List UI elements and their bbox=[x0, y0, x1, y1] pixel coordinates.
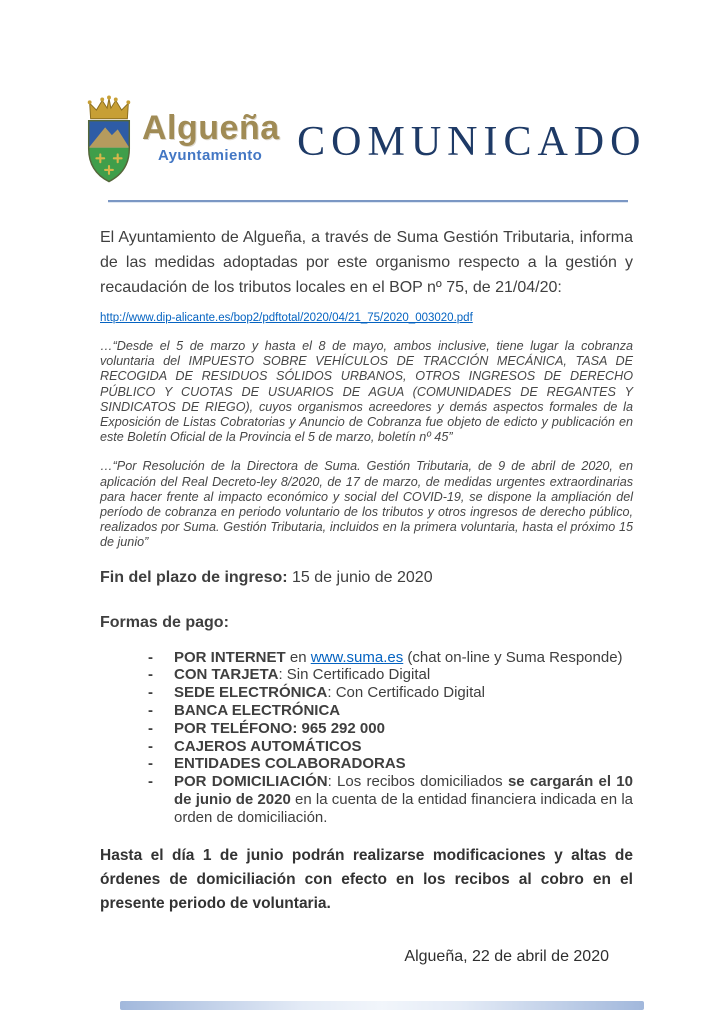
payment-method-item bbox=[148, 684, 633, 702]
payment-method-text: SEDE ELECTRÓNICA: Con Certificado Digital bbox=[174, 684, 485, 702]
payment-method-item bbox=[148, 738, 633, 756]
signature-date: Algueña, 22 de abril de 2020 bbox=[404, 947, 609, 965]
bullet-dash: - bbox=[148, 773, 153, 791]
bullet-dash: - bbox=[148, 755, 153, 773]
coat-of-arms-icon bbox=[80, 94, 138, 186]
payment-method-item bbox=[148, 755, 633, 773]
header bbox=[0, 94, 724, 186]
payment-method-text: POR DOMICILIACIÓN: Los recibos domiciliados se cargarán el 10 de junio de 2020 en la cuenta de la entidad financiera indicada en la orden de domiciliación. bbox=[174, 773, 633, 826]
payment-method-item bbox=[148, 773, 633, 826]
footer-gradient-rule bbox=[120, 1001, 644, 1010]
intro-paragraph: El Ayuntamiento de Algueña, a través de Suma Gestión Tributaria, informa de las medidas adoptadas por este organismo respecto a la gestión y recaudación de los tributos locales en el BOP nº 75, de 21/04/20: bbox=[100, 229, 633, 296]
closing-paragraph: Hasta el día 1 de junio podrán realizarse modificaciones y altas de órdenes de domiciliación con efecto en los recibos al cobro en el presente periodo de voluntaria. bbox=[100, 846, 633, 912]
bullet-dash: - bbox=[148, 719, 153, 737]
bop-link-line bbox=[100, 311, 633, 325]
quote-cobranza-paragraph: …“Desde el 5 de marzo y hasta el 8 de mayo, ambos inclusive, tiene lugar la cobranza voluntaria del IMPUESTO SOBRE VEHÍCULOS DE TRACCIÓN MECÁNICA, TASA DE RECOGIDA DE RESIDUOS SÓLIDOS URBANOS, OTROS INGRESOS DE DERECHO PÚBLICO Y CUOTAS DE USUARIOS DE AGUA (COMUNIDADES DE REGANTES Y SINDICATOS DE RIEGO), cuyos organismos acreedores y demás aspectos formales de la Exposición de Listas Cobratorias y Anuncio de Cobranza fue objeto de edicto y publicación en este Boletín Oficial de la Provincia el 5 de marzo, boletín nº 45” bbox=[100, 339, 633, 445]
payment-method-item bbox=[148, 649, 633, 667]
page-title: COMUNICADO bbox=[297, 119, 647, 165]
payment-method-text: POR TELÉFONO: 965 292 000 bbox=[174, 719, 385, 737]
deadline-line bbox=[100, 568, 633, 588]
suma-website-link[interactable]: www.suma.es bbox=[310, 648, 404, 666]
bullet-dash: - bbox=[148, 648, 153, 666]
logo-town-name: Algueña bbox=[142, 109, 280, 147]
town-logo bbox=[80, 94, 280, 186]
payment-method-text: CAJEROS AUTOMÁTICOS bbox=[174, 737, 362, 755]
bullet-dash: - bbox=[148, 666, 153, 684]
payment-method-text: ENTIDADES COLABORADORAS bbox=[174, 755, 406, 773]
header-rule bbox=[108, 200, 628, 203]
payment-method-text: CON TARJETA: Sin Certificado Digital bbox=[174, 666, 431, 684]
payment-methods-list bbox=[100, 649, 633, 827]
bop-pdf-link[interactable]: http://www.dip-alicante.es/bop2/pdftotal/2020/04/21_75/2020_003020.pdf bbox=[100, 312, 473, 324]
payment-method-item bbox=[148, 720, 633, 738]
logo-text bbox=[142, 110, 280, 164]
payment-method-item bbox=[148, 702, 633, 720]
quote-resolucion-paragraph: …“Por Resolución de la Directora de Suma. Gestión Tributaria, de 9 de abril de 2020, en aplicación del Real Decreto-ley 8/2020, de 17 de marzo, de medidas urgentes extraordinarias para hacer frente al impacto económico y social del COVID-19, se dispone la ampliación del período de cobranza en periodo voluntario de los tributos y otros ingresos de derecho público, realizados por Suma. Gestión Tributaria, incluidos en la primera voluntaria, hasta el próximo 15 de junio” bbox=[100, 459, 633, 550]
bullet-dash: - bbox=[148, 684, 153, 702]
deadline-value: 15 de junio de 2020 bbox=[287, 568, 433, 586]
payment-method-item bbox=[148, 666, 633, 684]
document-body bbox=[0, 225, 724, 966]
bullet-dash: - bbox=[148, 702, 153, 720]
deadline-label: Fin del plazo de ingreso: bbox=[100, 568, 288, 586]
payment-method-text: POR INTERNET en www.suma.es (chat on-line y Suma Responde) bbox=[174, 648, 623, 666]
logo-subtitle: Ayuntamiento bbox=[158, 147, 263, 164]
bullet-dash: - bbox=[148, 737, 153, 755]
payment-method-text: BANCA ELECTRÓNICA bbox=[174, 702, 341, 720]
payment-methods-heading: Formas de pago: bbox=[100, 613, 229, 631]
